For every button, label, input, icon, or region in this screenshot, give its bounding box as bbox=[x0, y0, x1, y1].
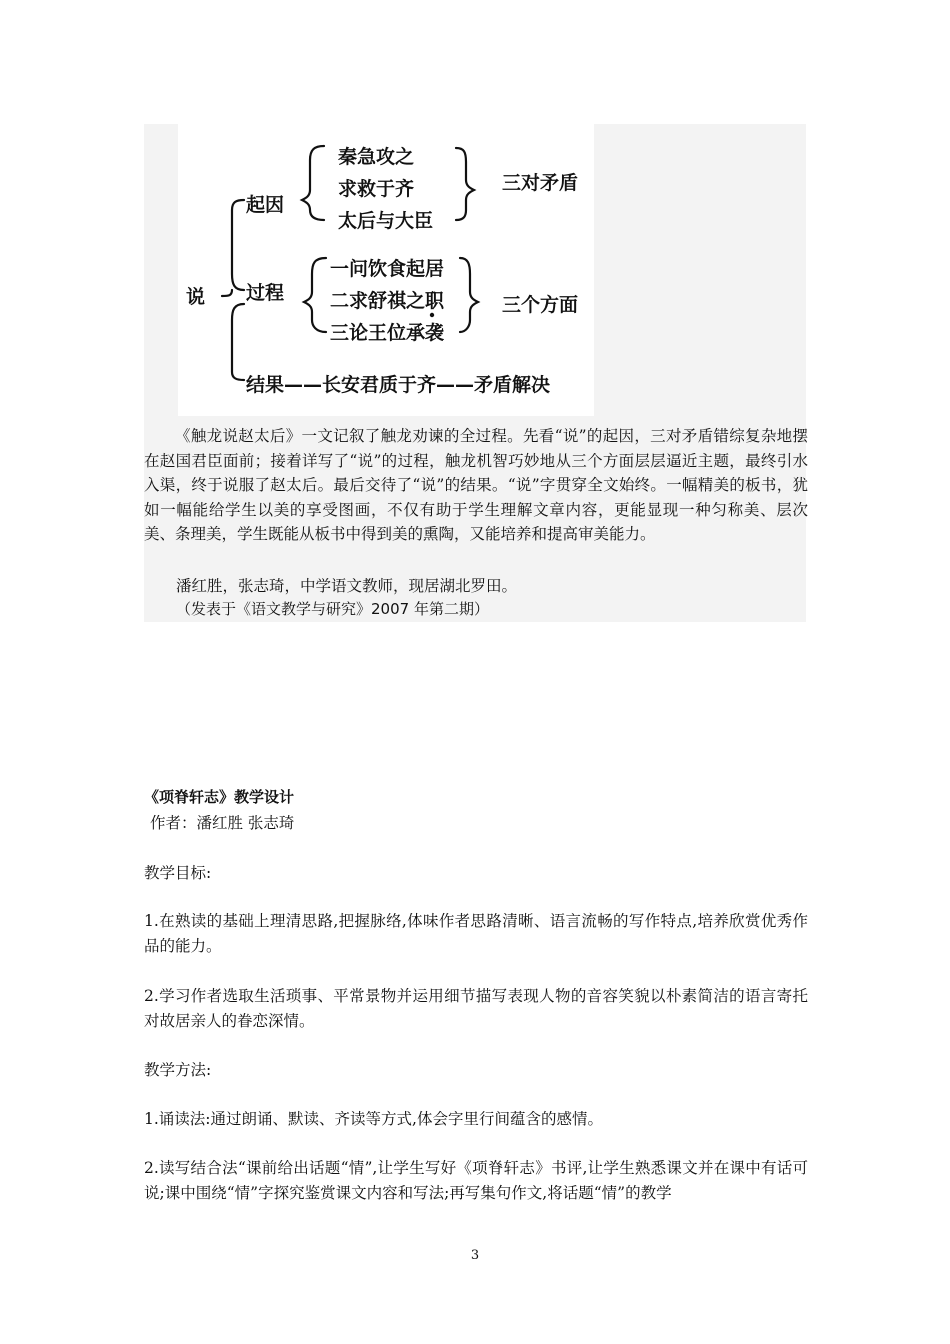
main-bracket-bottom bbox=[232, 304, 244, 380]
author-note: 潘红胜，张志琦，中学语文教师，现居湖北罗田。 bbox=[176, 577, 518, 595]
page-number: 3 bbox=[470, 1248, 480, 1263]
publication-note: （发表于《语文教学与研究》2007 年第二期） bbox=[176, 600, 489, 618]
method-item-2: 2.读写结合法“课前给出话题“情”,让学生写好《项脊轩志》书评,让学生熟悉课文并在课中有话可说;课中围绕“情”字探究鉴赏课文内容和写法;再写集句作文,将话题“情”的教学 bbox=[144, 1159, 808, 1202]
goals-heading: 教学目标: bbox=[144, 864, 212, 882]
cause-item-3: 太后与大臣 bbox=[338, 210, 434, 232]
cause-summary: 三对矛盾 bbox=[502, 172, 579, 194]
goal-item-1: 1.在熟读的基础上理清思路,把握脉络,体味作者思路清晰、语言流畅的写作特点,培养欣赏优秀作品的能力。 bbox=[144, 912, 808, 955]
diagram-root: 说 bbox=[186, 286, 206, 308]
emphasis-dot bbox=[430, 313, 434, 317]
process-item-1: 一问饮食起居 bbox=[330, 258, 445, 280]
cause-label: 起因 bbox=[246, 194, 285, 216]
methods-heading: 教学方法: bbox=[144, 1061, 212, 1079]
cause-right-bracket bbox=[456, 148, 474, 220]
cause-left-bracket bbox=[302, 146, 324, 220]
article-byline: 作者：潘红胜 张志琦 bbox=[150, 814, 295, 832]
blackboard-diagram bbox=[178, 124, 594, 416]
method-item-1: 1.诵读法:通过朗诵、默读、齐读等方式,体会字里行间蕴含的感情。 bbox=[144, 1110, 603, 1128]
goal-item-2: 2.学习作者选取生活琐事、平常景物并运用细节描写表现人物的音容笑貌以朴素简洁的语言寄托对故居亲人的眷恋深情。 bbox=[144, 987, 808, 1030]
main-bracket-mid bbox=[222, 290, 232, 296]
process-summary: 三个方面 bbox=[502, 294, 579, 316]
main-bracket-top bbox=[232, 200, 244, 290]
cause-item-2: 求救于齐 bbox=[338, 178, 415, 200]
process-item-2: 二求舒祺之职 bbox=[330, 290, 445, 312]
cause-item-1: 秦急攻之 bbox=[338, 146, 415, 168]
process-left-bracket bbox=[304, 258, 326, 332]
process-label: 过程 bbox=[246, 282, 285, 304]
article-title: 《项脊轩志》教学设计 bbox=[144, 788, 295, 806]
commentary-paragraph: 《触龙说赵太后》一文记叙了触龙劝谏的全过程。先看“说”的起因，三对矛盾错综复杂地摆在赵国君臣面前；接着详写了“说”的过程，触龙机智巧妙地从三个方面层层逼近主题，最终引水入渠，终于说服了赵太后。最后交待了“说”的结果。“说”字贯穿全文始终。一幅精美的板书，犹如一幅能给学生以美的享受图画，不仅有助于学生理解文章内容，更能显现一种匀称美、层次美、条理美，学生既能从板书中得到美的熏陶，又能培养和提高审美能力。 bbox=[144, 427, 808, 543]
result-line: 结果——长安君质于齐——矛盾解决 bbox=[246, 374, 551, 396]
process-item-3: 三论王位承袭 bbox=[330, 322, 445, 344]
process-right-bracket bbox=[460, 258, 478, 332]
